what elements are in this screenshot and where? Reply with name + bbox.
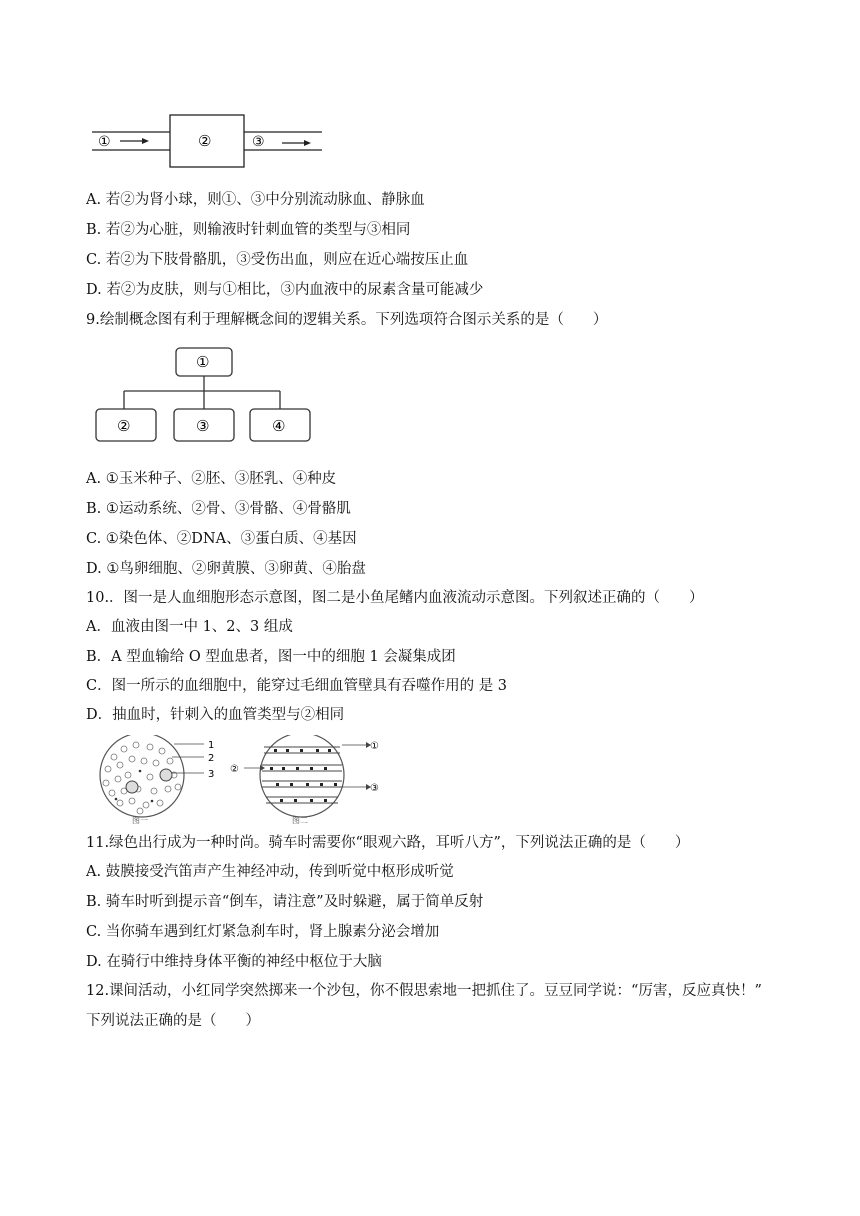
flow-out-label: ③ (252, 134, 265, 150)
q9-stem: 9.绘制概念图有利于理解概念间的逻辑关系。下列选项符合图示关系的是（ ） (86, 312, 608, 328)
fig2-caption: 图二 (292, 816, 308, 825)
concept-child-label: ③ (196, 417, 210, 435)
flow-diagram (92, 112, 324, 170)
fig1-caption: 图一 (132, 816, 148, 825)
q8-option-b: B. 若②为心脏，则输液时针刺血管的类型与③相同 (86, 222, 411, 238)
q8-option-c: C. 若②为下肢骨骼肌，③受伤出血，则应在近心端按压止血 (86, 252, 469, 268)
fig1-label: 2 (208, 753, 215, 764)
concept-top-label: ① (196, 353, 210, 371)
q12-stem-line2: 下列说法正确的是（ ） (86, 1013, 260, 1029)
flow-box-label: ② (198, 132, 212, 150)
q8-option-d: D. 若②为皮肤，则与①相比，③内血液中的尿素含量可能减少 (86, 282, 484, 298)
q10-option-c: C．图一所示的血细胞中，能穿过毛细血管壁具有吞噬作用的 是 3 (86, 678, 508, 694)
q8-option-a: A. 若②为肾小球，则①、③中分别流动脉血、静脉血 (86, 192, 425, 208)
q10-option-b: B．A 型血输给 O 型血患者，图一中的细胞 1 会凝集成团 (86, 649, 456, 665)
fig1-label: 1 (208, 740, 215, 751)
q9-option-a: A. ①玉米种子、②胚、③胚乳、④种皮 (86, 471, 337, 487)
q10-option-d: D．抽血时，针刺入的血管类型与②相同 (86, 707, 345, 723)
concept-child-label: ② (117, 417, 131, 435)
q11-option-b: B. 骑车时听到提示音“倒车，请注意”及时躲避，属于简单反射 (86, 894, 484, 910)
q10-stem: 10.．图一是人血细胞形态示意图，图二是小鱼尾鳍内血液流动示意图。下列叙述正确的（ ） (86, 590, 704, 606)
q11-option-a: A. 鼓膜接受汽笛声产生神经冲动，传到听觉中枢形成听觉 (86, 864, 454, 880)
fig2-label: ① (370, 741, 379, 752)
concept-map-diagram (92, 345, 324, 445)
flow-in-label: ① (98, 134, 111, 150)
q10-option-a: A．血液由图一中 1、2、3 组成 (86, 619, 293, 635)
fig2-label: ② (230, 764, 239, 775)
q9-option-c: C. ①染色体、②DNA、③蛋白质、④基因 (86, 531, 357, 547)
q11-stem: 11.绿色出行成为一种时尚。骑车时需要你“眼观六路，耳听八方”，下列说法正确的是（ ） (86, 835, 690, 851)
q11-option-d: D. 在骑行中维持身体平衡的神经中枢位于大脑 (86, 954, 382, 970)
fish-tail-flow-figure (230, 735, 380, 825)
blood-cell-figure (92, 735, 232, 825)
concept-child-label: ④ (272, 417, 286, 435)
q9-option-d: D. ①鸟卵细胞、②卵黄膜、③卵黄、④胎盘 (86, 561, 366, 577)
fig1-label: 3 (208, 769, 215, 780)
q11-option-c: C. 当你骑车遇到红灯紧急刹车时，肾上腺素分泌会增加 (86, 924, 440, 940)
q9-option-b: B. ①运动系统、②骨、③骨骼、④骨骼肌 (86, 501, 351, 517)
fig2-label: ③ (370, 783, 379, 794)
q12-stem-line1: 12.课间活动，小红同学突然掷来一个沙包，你不假思索地一把抓住了。豆豆同学说：“厉害，反应真快！” (86, 983, 762, 999)
